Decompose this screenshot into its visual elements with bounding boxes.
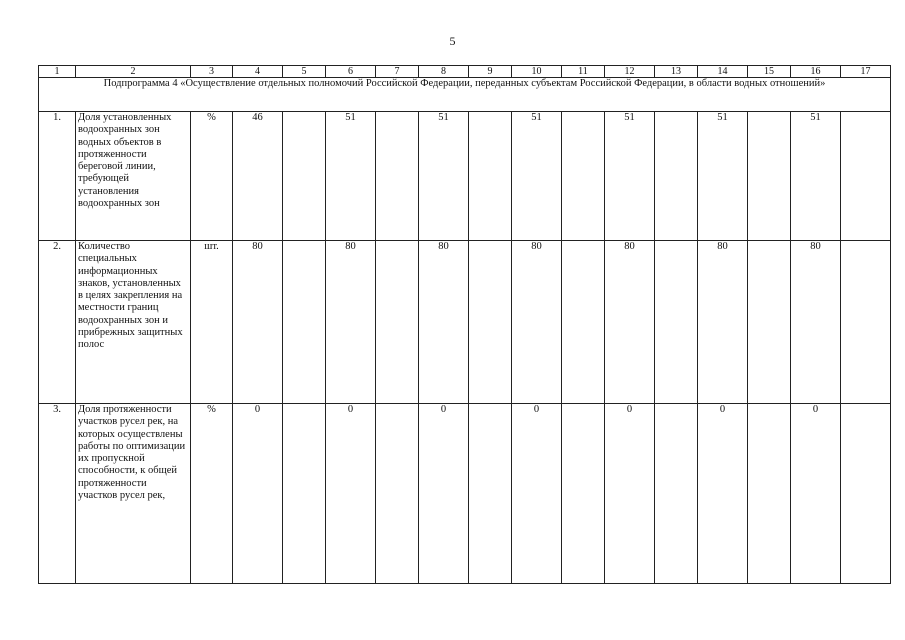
value-cell-col-6: 0 [326, 404, 376, 584]
value-cell-col-9 [469, 241, 512, 404]
value-cell-col-10: 0 [512, 404, 562, 584]
column-number-5: 5 [283, 66, 326, 78]
column-number-9: 9 [469, 66, 512, 78]
value-cell-col-6: 51 [326, 112, 376, 241]
value-cell-col-8: 80 [419, 241, 469, 404]
row-number: 1. [39, 112, 76, 241]
unit-of-measure: % [191, 112, 233, 241]
column-number-15: 15 [748, 66, 791, 78]
column-number-4: 4 [233, 66, 283, 78]
column-number-12: 12 [605, 66, 655, 78]
value-cell-col-12: 0 [605, 404, 655, 584]
row-number: 2. [39, 241, 76, 404]
column-number-10: 10 [512, 66, 562, 78]
value-cell-col-15 [748, 241, 791, 404]
value-cell-col-17 [841, 404, 891, 584]
value-cell-col-8: 51 [419, 112, 469, 241]
value-cell-col-17 [841, 112, 891, 241]
value-cell-col-16: 0 [791, 404, 841, 584]
column-number-8: 8 [419, 66, 469, 78]
subprogram-row [39, 78, 891, 112]
value-cell-col-7 [376, 404, 419, 584]
value-cell-col-4: 80 [233, 241, 283, 404]
indicators-table [38, 65, 891, 584]
column-number-row [39, 66, 891, 78]
value-cell-col-15 [748, 404, 791, 584]
subprogram-title: Подпрограмма 4 «Осуществление отдельных полномочий Российской Федерации, переданных субъектам Российской Федерации, в области водных отношений» [39, 78, 891, 112]
row-number: 3. [39, 404, 76, 584]
value-cell-col-12: 51 [605, 112, 655, 241]
column-number-2: 2 [76, 66, 191, 78]
value-cell-col-4: 46 [233, 112, 283, 241]
value-cell-col-13 [655, 404, 698, 584]
indicator-name: Количество специальных информационных знаков, установленных в целях закрепления на местности границ водоохранных зон и прибрежных защитных полос [76, 241, 191, 404]
unit-of-measure: шт. [191, 241, 233, 404]
column-number-11: 11 [562, 66, 605, 78]
value-cell-col-13 [655, 241, 698, 404]
value-cell-col-16: 51 [791, 112, 841, 241]
value-cell-col-17 [841, 241, 891, 404]
column-number-7: 7 [376, 66, 419, 78]
value-cell-col-16: 80 [791, 241, 841, 404]
column-number-3: 3 [191, 66, 233, 78]
value-cell-col-10: 51 [512, 112, 562, 241]
column-number-13: 13 [655, 66, 698, 78]
table-row [39, 404, 891, 584]
value-cell-col-6: 80 [326, 241, 376, 404]
value-cell-col-14: 51 [698, 112, 748, 241]
column-number-17: 17 [841, 66, 891, 78]
column-number-1: 1 [39, 66, 76, 78]
table-row [39, 112, 891, 241]
value-cell-col-14: 80 [698, 241, 748, 404]
value-cell-col-12: 80 [605, 241, 655, 404]
value-cell-col-8: 0 [419, 404, 469, 584]
value-cell-col-11 [562, 404, 605, 584]
value-cell-col-5 [283, 241, 326, 404]
value-cell-col-13 [655, 112, 698, 241]
value-cell-col-10: 80 [512, 241, 562, 404]
value-cell-col-14: 0 [698, 404, 748, 584]
column-number-14: 14 [698, 66, 748, 78]
table-row [39, 241, 891, 404]
value-cell-col-5 [283, 112, 326, 241]
unit-of-measure: % [191, 404, 233, 584]
indicator-name: Доля протяженности участков русел рек, на которых осуществлены работы по оптимизации их пропускной способности, к общей протяженности участков русел рек, [76, 404, 191, 584]
value-cell-col-9 [469, 112, 512, 241]
value-cell-col-7 [376, 112, 419, 241]
value-cell-col-15 [748, 112, 791, 241]
column-number-16: 16 [791, 66, 841, 78]
value-cell-col-7 [376, 241, 419, 404]
value-cell-col-4: 0 [233, 404, 283, 584]
column-number-6: 6 [326, 66, 376, 78]
value-cell-col-11 [562, 112, 605, 241]
value-cell-col-11 [562, 241, 605, 404]
page-number: 5 [449, 34, 456, 48]
indicator-name: Доля установленных водоохранных зон водных объектов в протяженности береговой линии, требующей установления водоохранных зон [76, 112, 191, 241]
value-cell-col-9 [469, 404, 512, 584]
value-cell-col-5 [283, 404, 326, 584]
